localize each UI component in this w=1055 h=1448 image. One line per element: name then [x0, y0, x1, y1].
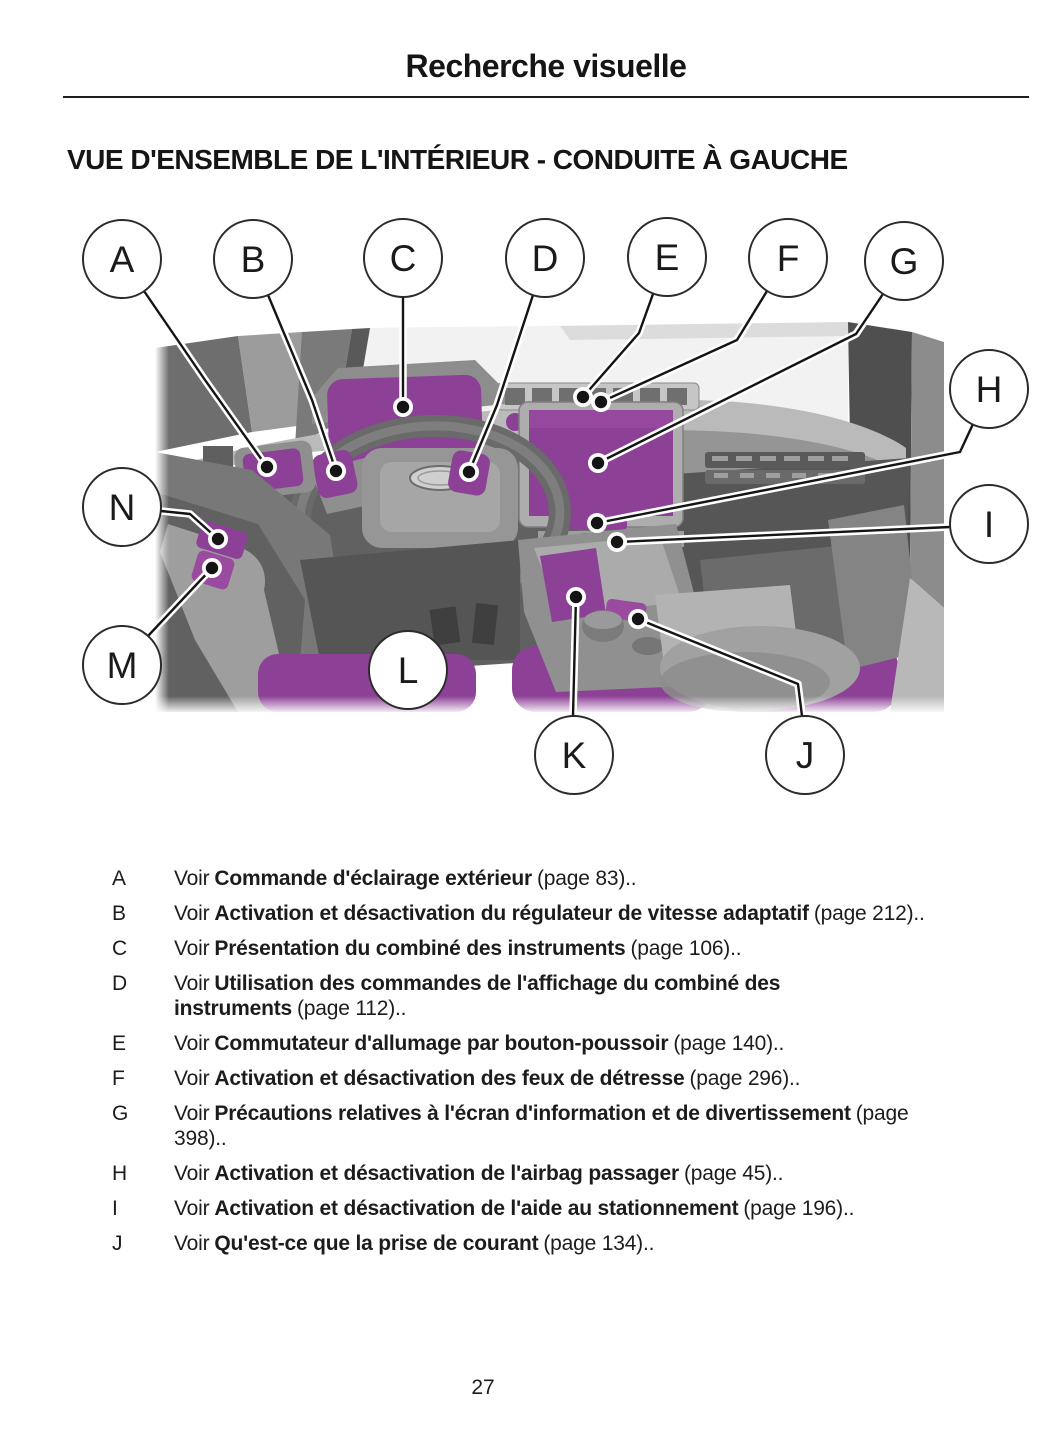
legend-link-title[interactable]: Activation et désactivation de l'airbag passager: [214, 1162, 679, 1185]
callout-dot-D: [463, 466, 475, 478]
see-label: Voir: [174, 937, 210, 960]
dashboard-illustration: [155, 322, 944, 714]
callout-dot-A: [261, 461, 273, 473]
callout-dot-I: [611, 536, 623, 548]
callout-dot-M: [206, 562, 218, 574]
page-reference: (page 83)..: [537, 867, 637, 890]
legend-text: [174, 1231, 944, 1256]
callout-letter-D: D: [531, 238, 559, 279]
header-divider: [63, 96, 1029, 98]
callout-dot-F: [595, 396, 607, 408]
legend-row-C: [112, 936, 1017, 961]
callout-letter-E: E: [654, 237, 680, 278]
legend-key: J: [112, 1232, 123, 1255]
legend-link-title[interactable]: Précautions relatives à l'écran d'information et de divertissement: [214, 1102, 851, 1125]
page-title: Recherche visuelle: [405, 48, 687, 84]
legend-key: G: [112, 1102, 129, 1125]
legend-key: F: [112, 1067, 125, 1090]
callout-letter-I: I: [983, 504, 995, 545]
see-label: Voir: [174, 1067, 210, 1090]
callout-letter-M: M: [106, 645, 138, 686]
legend-row-F: [112, 1066, 1017, 1091]
callout-dot-J: [632, 613, 644, 625]
legend-text: [174, 1066, 944, 1091]
interior-overview-svg: [0, 190, 1055, 840]
callout-dot-B: [330, 465, 342, 477]
callout-dot-N: [212, 533, 224, 545]
see-label: Voir: [174, 972, 210, 995]
legend-text: [174, 971, 944, 1021]
page-reference: (page 296)..: [689, 1067, 801, 1090]
legend-key: H: [112, 1162, 127, 1185]
legend-key: C: [112, 937, 127, 960]
callout-dot-H: [591, 517, 603, 529]
page-reference: (page 112)..: [297, 997, 407, 1020]
callout-dot-E: [577, 391, 589, 403]
legend-key: E: [112, 1032, 126, 1055]
page-footer: [63, 1376, 903, 1400]
see-label: Voir: [174, 1162, 210, 1185]
legend-row-H: [112, 1161, 1017, 1186]
legend-text: [174, 936, 944, 961]
legend-link-title[interactable]: Activation et désactivation des feux de détresse: [214, 1067, 685, 1090]
callout-letter-G: G: [889, 241, 919, 282]
legend-list: [112, 866, 1017, 1266]
legend-text: [174, 866, 944, 891]
legend-text: [174, 1161, 944, 1186]
legend-key: A: [112, 867, 126, 890]
legend-key: D: [112, 972, 127, 995]
page-reference: (page 212)..: [813, 902, 925, 925]
callout-letter-B: B: [240, 239, 266, 280]
see-label: Voir: [174, 1232, 210, 1255]
see-label: Voir: [174, 1197, 210, 1220]
legend-row-I: [112, 1196, 1017, 1221]
legend-row-E: [112, 1031, 1017, 1056]
legend-link-title[interactable]: Commutateur d'allumage par bouton-poussoir: [214, 1032, 669, 1055]
callout-letter-K: K: [561, 735, 587, 776]
callout-dot-C: [397, 401, 409, 413]
legend-link-title[interactable]: Utilisation des commandes de l'affichage du combiné des instruments: [174, 972, 781, 1020]
callout-letter-C: C: [389, 238, 417, 279]
legend-text: [174, 1031, 944, 1056]
callout-letter-F: F: [776, 238, 800, 279]
page-number: 27: [471, 1376, 495, 1399]
callout-letter-N: N: [108, 487, 136, 528]
page-reference: (page 140)..: [673, 1032, 785, 1055]
callout-letter-L: L: [397, 650, 419, 691]
legend-row-B: [112, 901, 1017, 926]
section-title: VUE D'ENSEMBLE DE L'INTÉRIEUR - CONDUITE À GAUCHE: [67, 144, 848, 175]
legend-key: B: [112, 902, 126, 925]
page-reference: (page 106)..: [630, 937, 742, 960]
see-label: Voir: [174, 1102, 210, 1125]
legend-row-G: [112, 1101, 1017, 1151]
interior-overview-diagram: [0, 190, 1055, 840]
page-reference: (page 134)..: [543, 1232, 655, 1255]
callout-L: [369, 631, 447, 709]
page-reference: (page 196)..: [743, 1197, 855, 1220]
legend-row-A: [112, 866, 1017, 891]
legend-text: [174, 1196, 944, 1221]
legend-link-title[interactable]: Activation et désactivation de l'aide au stationnement: [214, 1197, 739, 1220]
see-label: Voir: [174, 902, 210, 925]
see-label: Voir: [174, 867, 210, 890]
callout-letter-J: J: [795, 735, 815, 776]
legend-key: I: [112, 1197, 118, 1220]
callout-dot-K: [570, 591, 582, 603]
legend-row-J: [112, 1231, 1017, 1256]
legend-link-title[interactable]: Commande d'éclairage extérieur: [214, 867, 533, 890]
see-label: Voir: [174, 1032, 210, 1055]
legend-link-title[interactable]: Qu'est-ce que la prise de courant: [214, 1232, 539, 1255]
legend-link-title[interactable]: Activation et désactivation du régulateur de vitesse adaptatif: [214, 902, 809, 925]
callout-letter-A: A: [109, 239, 135, 280]
legend-text: [174, 901, 944, 926]
callout-letter-H: H: [975, 369, 1003, 410]
legend-text: [174, 1101, 944, 1151]
legend-link-title[interactable]: Présentation du combiné des instruments: [214, 937, 626, 960]
legend-row-D: [112, 971, 1017, 1021]
page-reference: (page 398)..: [174, 1102, 909, 1150]
callout-dot-G: [592, 457, 604, 469]
page-reference: (page 45)..: [683, 1162, 784, 1185]
